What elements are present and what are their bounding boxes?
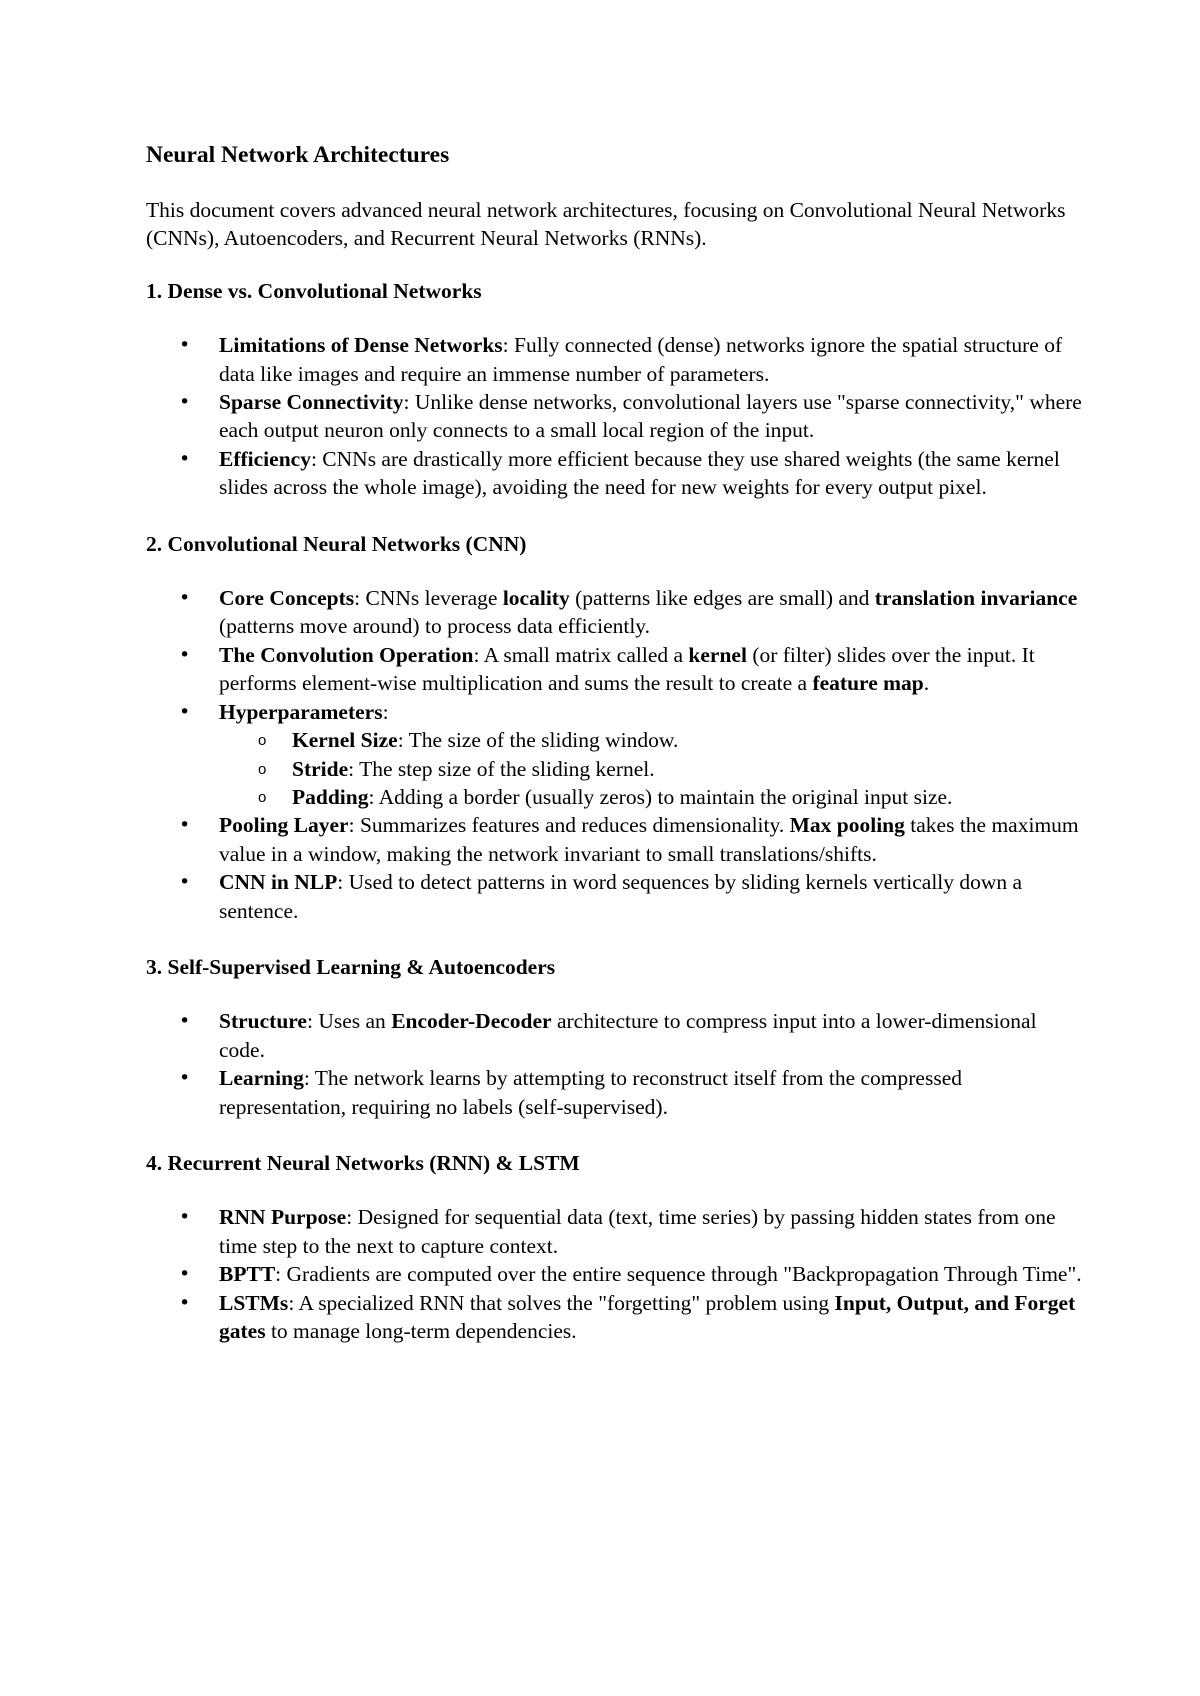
section-1-list: [146, 331, 1086, 501]
page-title: Neural Network Architectures: [146, 142, 450, 168]
bullet-text: : The size of the sliding window.: [397, 728, 679, 753]
list-item: [219, 1289, 1086, 1346]
bullet-term: Sparse Connectivity: [219, 390, 404, 415]
bullet-text: (or filter) slides over the input. It performs element-wise multiplication and sums the result to create a: [219, 642, 1035, 696]
bullet-term: Limitations of Dense Networks: [219, 333, 503, 358]
bullet-text: : Used to detect patterns in word sequences by sliding kernels vertically down a sentence.: [219, 870, 1023, 923]
bullet-term: Stride: [292, 756, 349, 781]
bullet-text: : Uses an: [306, 1009, 392, 1034]
list-item: [219, 1007, 1086, 1064]
section-4-list: [146, 1203, 1086, 1345]
bullet-term: Structure: [219, 1009, 307, 1034]
bullet-term: Padding: [292, 784, 369, 809]
bullet-text: : A specialized RNN that solves the "forgetting" problem using: [288, 1290, 835, 1315]
list-item: [219, 1064, 1086, 1121]
bullet-text: : Fully connected (dense) networks ignore the spatial structure of data like images and require an immense number of parameters.: [219, 333, 1063, 386]
bullet-text: : The network learns by attempting to reconstruct itself from the compressed representation, requiring no labels (self-supervised).: [219, 1066, 962, 1119]
list-item: [219, 584, 1086, 641]
list-item: [219, 1203, 1086, 1260]
bullet-text: : Adding a border (usually zeros) to maintain the original input size.: [368, 784, 953, 809]
keyword: Encoder-Decoder: [391, 1009, 552, 1034]
keyword: locality: [502, 586, 570, 611]
sub-list-item: [292, 783, 1086, 811]
bullet-text: : CNNs are drastically more efficient because they use shared weights (the same kernel slides across the whole image), avoiding the need for new weights for every output pixel.: [219, 446, 1060, 500]
bullet-text: : Designed for sequential data (text, time series) by passing hidden states from one time step to the next to capture context.: [219, 1205, 1056, 1258]
bullet-term: Core Concepts: [219, 586, 355, 611]
list-item: [219, 868, 1086, 925]
bullet-text: : Unlike dense networks, convolutional layers use "sparse connectivity," where each output neuron only connects to a small local region of the input.: [219, 390, 1082, 443]
bullet-text: : The step size of the sliding kernel.: [348, 756, 655, 781]
bullet-term: RNN Purpose: [219, 1205, 347, 1230]
list-item: [219, 331, 1086, 388]
section-3-list: [146, 1007, 1086, 1121]
bullet-text: takes the maximum value in a window, making the network invariant to small translations/shifts.: [219, 813, 1079, 866]
section-heading-rnn-lstm: 4. Recurrent Neural Networks (RNN) & LSTM: [146, 1150, 580, 1175]
document-page: [146, 140, 1086, 1373]
section-heading-autoencoders: 3. Self-Supervised Learning & Autoencoders: [146, 954, 556, 979]
sub-list-item: [292, 726, 1086, 754]
hyperparameters-sublist: [219, 726, 1086, 811]
list-item: [219, 445, 1086, 502]
section-heading-cnn: 2. Convolutional Neural Networks (CNN): [146, 531, 527, 556]
bullet-text: : Gradients are computed over the entire sequence through "Backpropagation Through Time".: [275, 1262, 1082, 1287]
bullet-text: :: [382, 699, 389, 724]
bullet-term: Learning: [219, 1066, 304, 1091]
section-2-list: [146, 584, 1086, 925]
bullet-term: Kernel Size: [292, 728, 398, 753]
keyword: kernel: [688, 642, 747, 667]
bullet-term: Hyperparameters: [219, 699, 383, 724]
keyword: translation invariance: [874, 586, 1078, 611]
bullet-text: : CNNs leverage: [354, 586, 503, 611]
list-item: [219, 811, 1086, 868]
bullet-term: Efficiency: [219, 446, 311, 471]
list-item: [219, 1260, 1086, 1288]
keyword: Max pooling: [789, 813, 905, 838]
bullet-text: : Summarizes features and reduces dimensionality.: [348, 813, 790, 838]
bullet-text: (patterns like edges are small) and: [569, 586, 875, 611]
bullet-term: Pooling Layer: [219, 813, 349, 838]
bullet-text: .: [923, 671, 930, 696]
bullet-term: CNN in NLP: [219, 870, 338, 895]
bullet-term: The Convolution Operation: [219, 642, 474, 667]
bullet-text: architecture to compress input into a lower-dimensional code.: [219, 1009, 1037, 1062]
bullet-term: LSTMs: [219, 1290, 289, 1315]
bullet-text: : A small matrix called a: [473, 642, 689, 667]
bullet-text: to manage long-term dependencies.: [265, 1319, 577, 1343]
list-item: [219, 641, 1086, 698]
section-heading-dense-vs-conv: 1. Dense vs. Convolutional Networks: [146, 278, 482, 303]
bullet-term: BPTT: [219, 1262, 276, 1287]
keyword: feature map: [812, 671, 924, 696]
intro-paragraph: This document covers advanced neural network architectures, focusing on Convolutional Neural Networks (CNNs), Autoencoders, and Recurrent Neural Networks (RNNs).: [146, 198, 1066, 251]
keyword: Input, Output, and Forget gates: [219, 1290, 1076, 1343]
list-item: [219, 388, 1086, 445]
bullet-text: (patterns move around) to process data efficiently.: [219, 614, 651, 639]
list-item: [219, 698, 1086, 812]
sub-list-item: [292, 755, 1086, 783]
